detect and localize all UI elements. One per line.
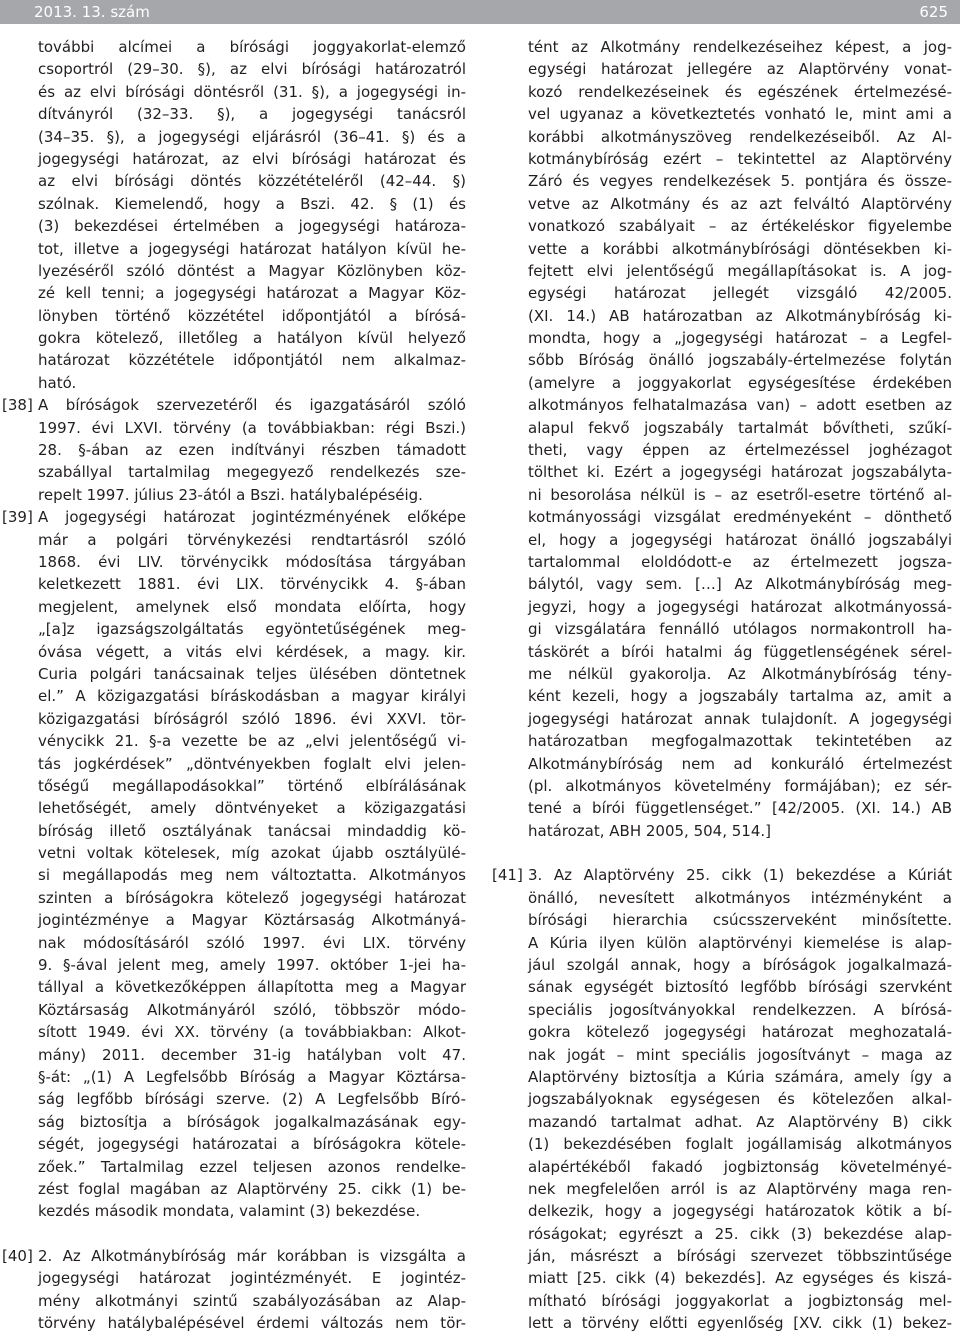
issue-label: 2013. 13. szám — [34, 3, 150, 21]
text-line: A jogegységi határozat jogintézményének előképe — [38, 508, 466, 527]
text-line: speciális jogosítványokkal rendelkezzen. A bírósá- — [528, 1000, 952, 1019]
text-line: szabállyal tartalmilag megegyező rendelkezés sze- — [38, 463, 466, 482]
text-line: me nélkül gyakorolja. Az Alkotmánybíróság tény- — [528, 664, 952, 683]
text-line: sának egységét biztosító legfőbb bírósági szervként — [528, 978, 952, 997]
text-line: határozatban megfogalmazottak tekintetében az — [528, 732, 952, 751]
text-line: lett a törvény előtti egyenlőség [XV. cikk (1) bekez- — [528, 1314, 952, 1333]
text-line: kozó rendelkezéseinek és egészének értelmezésé- — [528, 82, 952, 101]
paragraph-marker: [41] — [492, 866, 523, 885]
text-line: kotmánybíróság ezért – tekintettel az Alaptörvény — [528, 149, 952, 168]
text-line: tént az Alkotmány rendelkezéseihez képest, a jog- — [528, 38, 952, 56]
text-line: vonatkozó szabályait – az értékeléskor figyelembe — [528, 217, 952, 236]
text-line: mazandó tartalmat adhat. Az Alaptörvény B) cikk — [528, 1112, 952, 1131]
text-line: szólnak. Kiemelendő, hogy a Bszi. 42. § (1) és — [38, 194, 466, 213]
text-line: 9. §-ával jelent meg, amely 1997. október 1-jei ha- — [38, 956, 466, 975]
text-line: (34–35. §), a jogegységi eljárásról (36–41. §) és a — [38, 127, 466, 146]
text-line: ségét, jogegységi határozatai a bíróságokra kötele- — [38, 1135, 466, 1154]
text-line: egységi határozat jellegét vizsgáló 42/2005. — [528, 284, 952, 303]
text-line: gokra kötelező jogegységi határozat meghozatalá- — [528, 1023, 952, 1042]
text-line: tőségű megállapodásokkal” történő elbírálásának — [38, 776, 466, 795]
text-line: és az elvi bírósági döntésről (31. §), a jogegységi in- — [38, 82, 466, 101]
text-line: repelt 1997. július 23-ától a Bszi. hatálybalépéséig. — [38, 485, 423, 504]
text-line: tás jogkérdések” „döntvényekben foglalt elvi jelen- — [38, 754, 466, 773]
text-line: önálló, nevesített alkotmányos intézményként a — [528, 888, 952, 907]
paragraph-marker: [38] — [2, 396, 33, 415]
text-line: ni besorolása nélkül is – az esetről-esetre történő al- — [528, 485, 952, 504]
text-line: ként kezeli, hogy a jogszabály tartalma az, amit a — [528, 687, 952, 706]
page-header — [0, 0, 960, 24]
text-line: A bíróságok szervezetéről és igazgatásáról szóló — [38, 396, 466, 415]
text-line: mány) 2011. december 31-ig hatályban volt 47. — [38, 1045, 466, 1064]
text-line: nak módosításáról szóló 1997. évi LIX. törvény — [38, 933, 466, 952]
text-line: lönyben történő közzététel időpontjától a bírósá- — [38, 306, 466, 325]
text-line: dítványról (32–33. §), a jogegységi tanácsról — [38, 105, 466, 124]
text-line: (pl. alkotmányos követelmény formájában); ez sér- — [528, 776, 952, 795]
footnote-39 — [2, 506, 466, 1223]
paragraph-marker: [40] — [2, 1247, 33, 1266]
text-line: lehetőségét, amely döntvényeket a közigazgatási — [38, 799, 466, 818]
text-line: el.” A közigazgatási bíráskodásban a magyar királyi — [38, 687, 466, 706]
text-line: 1997. évi LXVI. törvény (a továbbiakban: régi Bszi.) — [38, 418, 466, 437]
text-line: mény alkotmányi szintű szabályozásában az Alap- — [38, 1291, 466, 1310]
text-line: jogegységi határozat jogintézményét. E jogintéz- — [38, 1269, 466, 1288]
text-line: Záró és vegyes rendelkezések 5. pontjára és össze- — [528, 172, 952, 191]
text-line: sított 1949. évi XX. törvény (a továbbiakban: Alkot- — [38, 1023, 466, 1042]
right-intro-paragraph — [528, 36, 952, 842]
text-line: róságokat; egyrészt a 25. cikk (3) bekezdése alap- — [528, 1224, 952, 1243]
text-line: alapul fekvő jogszabály tartalmát bővítheti, szűkí- — [528, 418, 952, 437]
text-line: zőek.” Tartalmilag ezzel teljesen azonos rendelke- — [38, 1157, 466, 1176]
text-line: delkezik, hogy a jogegységi határozatok kötik a bí- — [528, 1202, 952, 1221]
text-line: miatt [25. cikk (4) bekezdés]. Az egységes és kiszá- — [528, 1269, 952, 1288]
text-line: mondta, hogy a „jogegységi határozat – a Legfel- — [528, 329, 952, 348]
text-line: (XI. 14.) AB határozatban az Alkotmánybíróság ki- — [528, 306, 952, 325]
text-line: zé kell tenni; a jogegységi határozat a Magyar Köz- — [38, 284, 466, 303]
text-line: 28. §-ában az ezen indítványi részben támadott — [38, 441, 466, 460]
page-number: 625 — [919, 3, 948, 21]
text-line: jogegységi határozat, az elvi bírósági határozat és — [38, 149, 466, 168]
text-line: vette a korábbi alkotmánybírósági döntésekben ki- — [528, 239, 952, 258]
text-line: további alcímei a bírósági joggyakorlat-elemző — [38, 38, 466, 56]
text-line: bíróság illető osztályának tanácsai mindaddig kö- — [38, 821, 466, 840]
right-column — [492, 36, 952, 1335]
text-line: egységi határozat jellegére az Alaptörvény vonat- — [528, 60, 952, 79]
text-line: már a polgári törvénykezési rendtartásról szóló — [38, 530, 466, 549]
text-line: tölthet ki. Ezért a jogegységi határozat jogszabályta- — [528, 463, 952, 482]
text-line: 1868. évi LIV. törvénycikk módosítása tárgyában — [38, 552, 466, 571]
text-line: korábbi alkotmányszöveg rendelkezéseiből. Az Al- — [528, 127, 952, 146]
text-line: tállyal a következőképpen állapította meg a Magyar — [38, 978, 466, 997]
text-line: határozat közzététele időpontjától nem alkalmaz- — [38, 351, 466, 370]
text-line: 3. Az Alaptörvény 25. cikk (1) bekezdése a Kúriát — [528, 866, 952, 885]
text-line: (1) bekezdésében foglalt jogállamiság alkotmányos — [528, 1135, 952, 1154]
left-column — [2, 36, 466, 1335]
text-line: csoportról (29–30. §), az elvi bírósági határozatról — [38, 60, 466, 79]
text-line: alkotmányos felhatalmazása van) – adott esetben az — [528, 396, 952, 415]
text-line: Köztársaság Alkotmányáról szóló, többször módo- — [38, 1000, 466, 1019]
text-line: törvény hatálybalépésével érdemi változás nem tör- — [38, 1314, 466, 1333]
text-line: óvása végett, a vitás elvi kérdések, a magy. kir. — [38, 642, 466, 661]
text-line: zést foglal magában az Alaptörvény 25. cikk (1) be- — [38, 1179, 466, 1198]
left-intro-paragraph — [38, 36, 466, 394]
text-line: tené a bírói függetlenséget.” [42/2005. (XI. 14.) AB — [528, 799, 952, 818]
text-line: si megállapodás meg nem változtatta. Alkotmányos — [38, 866, 466, 885]
text-line: ság biztosítja a bíróságok jogalkalmazásának egy- — [38, 1112, 466, 1131]
text-line: közigazgatási bíróságról szóló 1896. évi XXVI. tör- — [38, 709, 466, 728]
text-line: keletkezett 1881. évi LIX. törvénycikk 4. §-ában — [38, 575, 466, 594]
text-line: jogegységi határozat annak tulajdonít. A jogegységi — [528, 709, 952, 728]
paragraph-marker: [39] — [2, 508, 33, 527]
text-line: jogszabályoknak egységesen és kötelezően alkal- — [528, 1090, 952, 1109]
text-line: §-át: „(1) A Legfelsőbb Bíróság a Magyar Köztársa- — [38, 1067, 466, 1086]
text-line: kotmányossági vizsgálat eredményeként – dönthető — [528, 508, 952, 527]
text-line: tot, illetve a jogegységi határozat hatályon kívül he- — [38, 239, 466, 258]
text-line: tartalommal eloldódott-e az értelmezett jogsza- — [528, 552, 952, 571]
text-line: 2. Az Alkotmánybíróság már korábban is vizsgálta a — [38, 1247, 466, 1266]
text-line: ható. — [38, 373, 77, 392]
text-line: jogintézménye a Magyar Köztársaság Alkotmányá- — [38, 911, 466, 930]
text-line: Alkotmánybíróság nem ad konkuráló értelmezést — [528, 754, 952, 773]
text-line: vénycikk 21. §-a vezette be az „elvi jelentőségű vi- — [38, 732, 466, 751]
text-line: mítható bírósági joggyakorlat a jogbiztonság mel- — [528, 1291, 952, 1310]
text-line: határozat, ABH 2005, 504, 514.] — [528, 821, 771, 840]
text-line: bálytól, vagy sem. […] Az Alkotmánybíróság meg- — [528, 575, 952, 594]
text-line: vetni voltak kötelesek, míg azokat újabb osztályülé- — [38, 844, 466, 863]
text-line: fejtett elvi jelentőségű megállapításokat is. A jog- — [528, 261, 952, 280]
text-line: jegyzi, hogy a jogegységi határozat alkotmányossá- — [528, 597, 952, 616]
text-line: jául szolgál annak, hogy a bíróságok jogalkalmazá- — [528, 956, 952, 975]
text-line: „[a]z igazságszolgáltatás egyöntetűségének meg- — [38, 620, 466, 639]
text-line: lyezéséről szóló döntést a Magyar Közlönyben köz- — [38, 261, 466, 280]
text-line: az elvi bírósági döntés közzétételéről (42–44. §) — [38, 172, 466, 191]
text-line: el, hogy a jogegységi határozat önálló jogszabályi — [528, 530, 952, 549]
text-line: táskörét a bírói hatalmi ág függetlenségének sérel- — [528, 642, 952, 661]
text-line: Alaptörvény biztosítja a Kúria számára, amely így a — [528, 1067, 952, 1086]
text-line: theti, vagy éppen az értelmezéssel joghézagot — [528, 441, 952, 460]
text-line: ján, másrészt a bírósági szervezet többszintűsége — [528, 1247, 952, 1266]
text-line: megjelent, amelynek első mondata előírta, hogy — [38, 597, 466, 616]
text-line: A Kúria ilyen külön alaptörvényi kiemelése is alap- — [528, 933, 952, 952]
text-line: gi vizsgálatára fennálló utólagos normakontroll ha- — [528, 620, 952, 639]
text-line: vetve az Alkotmány és az azt felváltó Alaptörvény — [528, 194, 952, 213]
text-line: bírósági hierarchia csúcsszerveként minősítette. — [528, 911, 952, 930]
text-line: kezdés második mondata, valamint (3) bekezdése. — [38, 1202, 421, 1221]
footnote-38 — [2, 394, 466, 506]
text-line: szinten a bíróságokra kötelező jogegységi határozat — [38, 888, 466, 907]
text-line: gokra kötelező, illetőleg a hatályon kívül helyező — [38, 329, 466, 348]
paragraph-40 — [2, 1245, 466, 1335]
text-line: (3) bekezdései értelmében a jogegységi határoza- — [38, 217, 466, 236]
paragraph-41 — [492, 864, 952, 1334]
text-line: Curia polgári tanácsainak teljes ülésében döntetnek — [38, 664, 466, 683]
text-line: ság legfőbb bírósági szerve. (2) A Legfelsőbb Bíró- — [38, 1090, 466, 1109]
text-line: alapértékéből fakadó jogbiztonság követelményé- — [528, 1157, 952, 1176]
text-line: vel ugyanaz a következtetés vonható le, mint ami a — [528, 105, 952, 124]
text-line: nek megfelelően arról is az Alaptörvény maga ren- — [528, 1179, 952, 1198]
text-line: (amelyre a joggyakorlat egységesítése érdekében — [528, 373, 952, 392]
text-line: nak jogát – mint speciális jogosítványt – maga az — [528, 1045, 952, 1064]
text-line: sőbb Bíróság önálló jogszabály-értelmezése folytán — [528, 351, 952, 370]
